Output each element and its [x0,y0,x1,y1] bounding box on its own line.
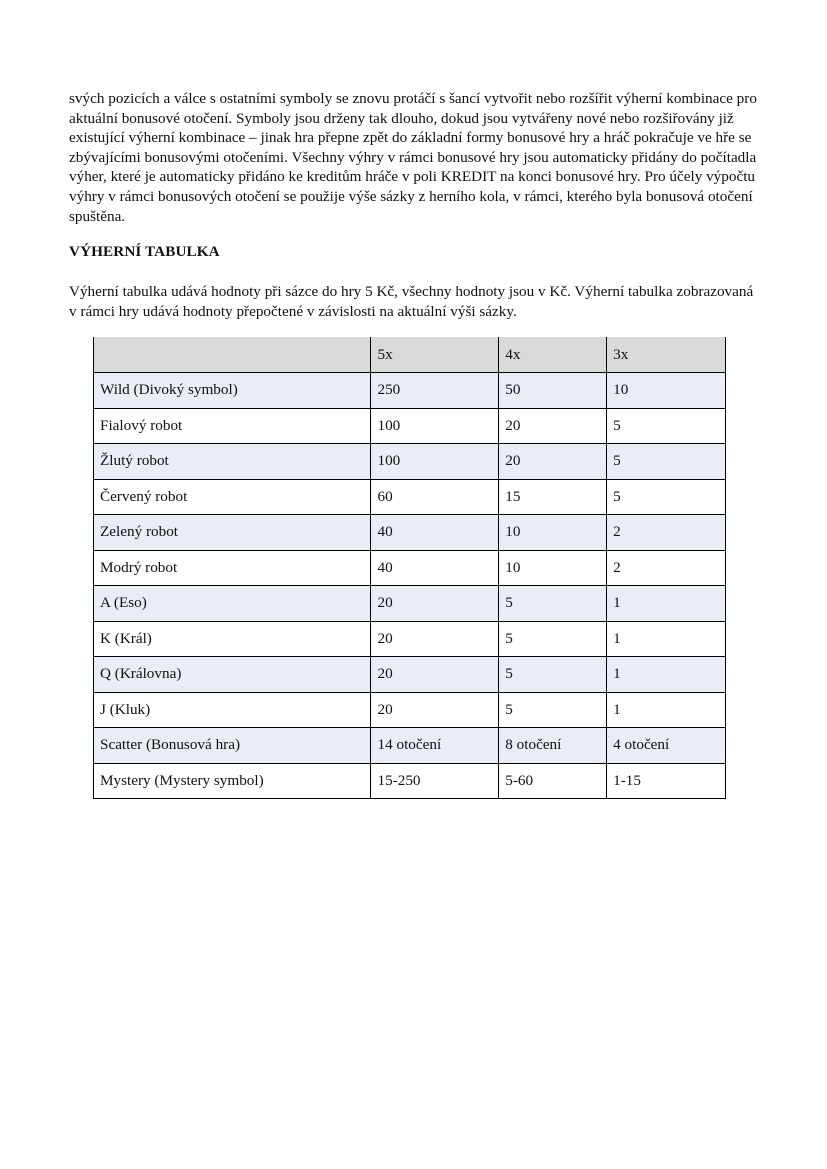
section-heading: VÝHERNÍ TABULKA [69,243,220,260]
symbol-cell: Červený robot [94,479,371,515]
symbol-cell: Žlutý robot [94,444,371,480]
value-cell: 20 [499,408,607,444]
table-row [94,373,726,409]
symbol-cell: Modrý robot [94,550,371,586]
value-cell: 5 [499,657,607,693]
value-cell: 5 [499,621,607,657]
value-cell: 1 [607,586,726,622]
value-cell: 2 [607,515,726,551]
table-row [94,692,726,728]
body-paragraph: svých pozicích a válce s ostatními symboly se znovu protáčí s šancí vytvořit nebo rozšířit výherní kombinace pro aktuální bonusové otočení. Symboly jsou drženy tak dlouho, dokud jsou vytvářeny nové nebo rozšiřovány již existující výherní kombinace – jinak hra přepne zpět do základní formy bonusové hry a hráč pokračuje ve hře se zbývajícími bonusovými otočeními. Všechny výhry v rámci bonusové hry jsou automaticky přidány do počítadla výher, které je automaticky přidáno ke kreditům hráče v poli KREDIT na konci bonusové hry. Pro účely výpočtu výhry v rámci bonusových otočení se použije výše sázky z herního kola, v rámci, kterého byla bonusová otočení spuštěna. [69,90,757,225]
symbol-cell: A (Eso) [94,586,371,622]
value-cell: 10 [499,515,607,551]
table-row [94,479,726,515]
value-cell: 40 [371,550,499,586]
table-row [94,515,726,551]
symbol-cell: Mystery (Mystery symbol) [94,763,371,799]
value-cell: 20 [371,692,499,728]
value-cell: 2 [607,550,726,586]
value-cell: 14 otočení [371,728,499,764]
value-cell: 1 [607,657,726,693]
header-cell [94,337,371,373]
symbol-cell: Scatter (Bonusová hra) [94,728,371,764]
table-row [94,763,726,799]
value-cell: 1 [607,692,726,728]
value-cell: 1 [607,621,726,657]
paytable [93,337,726,799]
header-cell: 4x [499,337,607,373]
table-row [94,621,726,657]
symbol-cell: Q (Královna) [94,657,371,693]
value-cell: 50 [499,373,607,409]
header-cell: 3x [607,337,726,373]
table-row [94,586,726,622]
table-row [94,408,726,444]
value-cell: 4 otočení [607,728,726,764]
value-cell: 20 [371,621,499,657]
header-cell: 5x [371,337,499,373]
symbol-cell: J (Kluk) [94,692,371,728]
body-paragraph-intro: Výherní tabulka udává hodnoty při sázce do hry 5 Kč, všechny hodnoty jsou v Kč. Výherní tabulka zobrazovaná v rámci hry udává hodnoty přepočtené v závislosti na aktuální výši sázky. [69,283,754,320]
symbol-cell: K (Král) [94,621,371,657]
value-cell: 1-15 [607,763,726,799]
value-cell: 10 [499,550,607,586]
value-cell: 8 otočení [499,728,607,764]
value-cell: 20 [371,657,499,693]
value-cell: 5-60 [499,763,607,799]
table-header-row [94,337,726,373]
symbol-cell: Fialový robot [94,408,371,444]
value-cell: 250 [371,373,499,409]
value-cell: 5 [499,692,607,728]
table-row [94,657,726,693]
value-cell: 10 [607,373,726,409]
symbol-cell: Wild (Divoký symbol) [94,373,371,409]
value-cell: 5 [607,408,726,444]
symbol-cell: Zelený robot [94,515,371,551]
value-cell: 5 [607,444,726,480]
table-row [94,444,726,480]
value-cell: 15-250 [371,763,499,799]
value-cell: 15 [499,479,607,515]
value-cell: 100 [371,444,499,480]
value-cell: 20 [499,444,607,480]
value-cell: 40 [371,515,499,551]
value-cell: 100 [371,408,499,444]
value-cell: 20 [371,586,499,622]
value-cell: 5 [499,586,607,622]
value-cell: 5 [607,479,726,515]
table-row [94,550,726,586]
value-cell: 60 [371,479,499,515]
table-row [94,728,726,764]
